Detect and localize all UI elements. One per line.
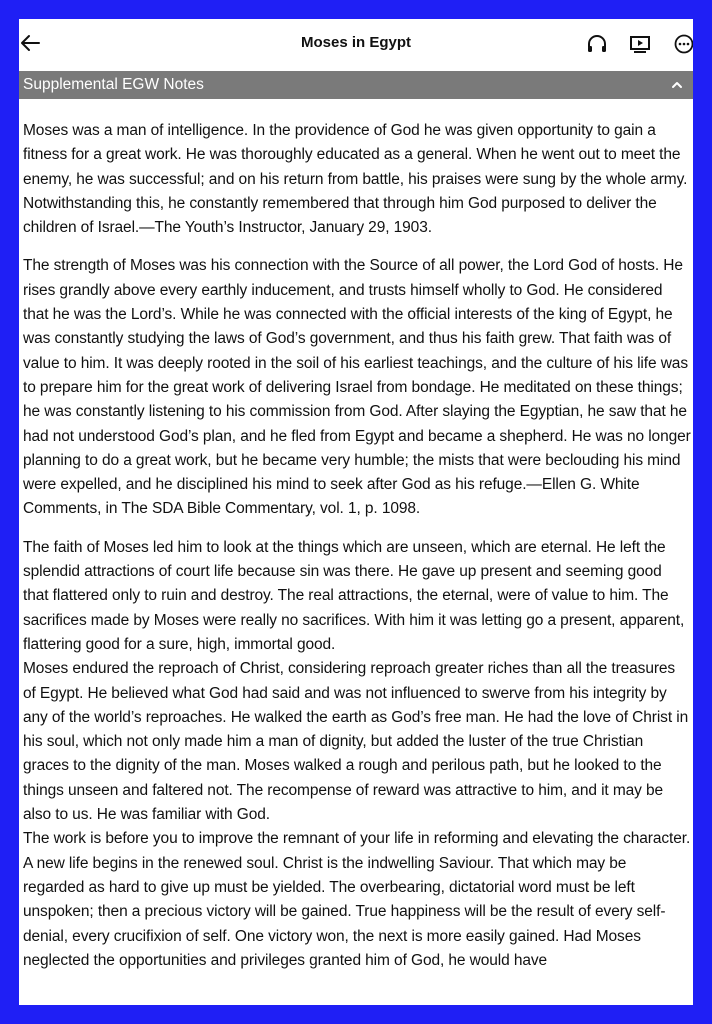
more-horizontal-icon [672, 32, 693, 56]
headphones-icon [585, 32, 609, 56]
paragraph: The work is before you to improve the remnant of your life in reforming and elevating the character. A new life begins in the renewed soul. Christ is the indwelling Saviour. That which may be regarded as hard to give up must be yielded. The overbearing, dictatorial word must be left unspoken; then a precious victory will be gained. True happiness will be the result of every self-denial, every crucifixion of self. One victory won, the next is more easily gained. Had Moses neglected the opportunities and privileges granted him of God, he would have [23, 830, 691, 969]
paragraph: Moses endured the reproach of Christ, considering reproach greater riches than all the treasures of Egypt. He believed what God had said and was not influenced to swerve from his integrity by any of the world’s reproaches. He walked the earth as God’s free man. He had the love of Christ in his soul, which not only made him a man of dignity, but added the luster of the true Christian graces to the dignity of the man. Moses walked a rough and perilous path, but he looked to the things unseen and faltered not. The recompense of reward was attractive to him, and it may be also to us. He was familiar with God. [23, 660, 689, 824]
paragraph: The faith of Moses led him to look at the things which are unseen, which are eternal. He left the splendid attractions of court life because sin was there. He gave up present and seeming good that flattered only to ruin and destroy. The real attractions, the eternal, were of value to him. The sacrifices made by Moses were really no sacrifices. With him it was letting go a present, apparent, flattering good for a sure, high, immortal good. [23, 538, 685, 653]
page-title: Moses in Egypt [300, 34, 412, 51]
top-bar [19, 19, 693, 69]
collapse-button[interactable] [669, 77, 685, 93]
more-button[interactable] [672, 32, 693, 56]
section-title: Supplemental EGW Notes [23, 76, 204, 93]
play-screen-icon [628, 32, 652, 56]
app-window [19, 19, 693, 1005]
audio-button[interactable] [585, 32, 609, 56]
chevron-up-icon [669, 77, 685, 93]
back-button[interactable] [19, 31, 43, 55]
paragraph: Moses was a man of intelligence. In the providence of God he was given opportunity to gain a fitness for a great work. He was thoroughly educated as a general. When he went out to meet the enemy, he was successful; and on his return from battle, his praises were sung by the whole army. Notwithstanding this, he constantly remembered that through him God purposed to deliver the children of Israel.—The Youth’s Instructor, January 29, 1903. [23, 122, 688, 237]
video-button[interactable] [628, 32, 652, 56]
arrow-left-icon [19, 31, 43, 55]
section-header[interactable] [19, 71, 693, 99]
paragraph: The strength of Moses was his connection with the Source of all power, the Lord God of hosts. He rises grandly above every earthly inducement, and trusts himself wholly to God. He considered that he was the Lord’s. While he was connected with the official interests of the king of Egypt, he was constantly studying the laws of God’s government, and thus his faith grew. That faith was of value to him. It was deeply rooted in the soil of his earliest teachings, and the culture of his life was to prepare him for the great work of delivering Israel from bondage. He meditated on these things; he was constantly listening to his commission from God. After slaying the Egyptian, he saw that he had not understood God’s plan, and he fled from Egypt and became a shepherd. He was no longer planning to do a great work, but he became very humble; the mists that were beclouding his mind were expelled, and he disciplined his mind to seek after God as his refuge.—Ellen G. White Comments, in The SDA Bible Commentary, vol. 1, p. 1098. [23, 257, 691, 518]
notes-content [23, 119, 691, 973]
